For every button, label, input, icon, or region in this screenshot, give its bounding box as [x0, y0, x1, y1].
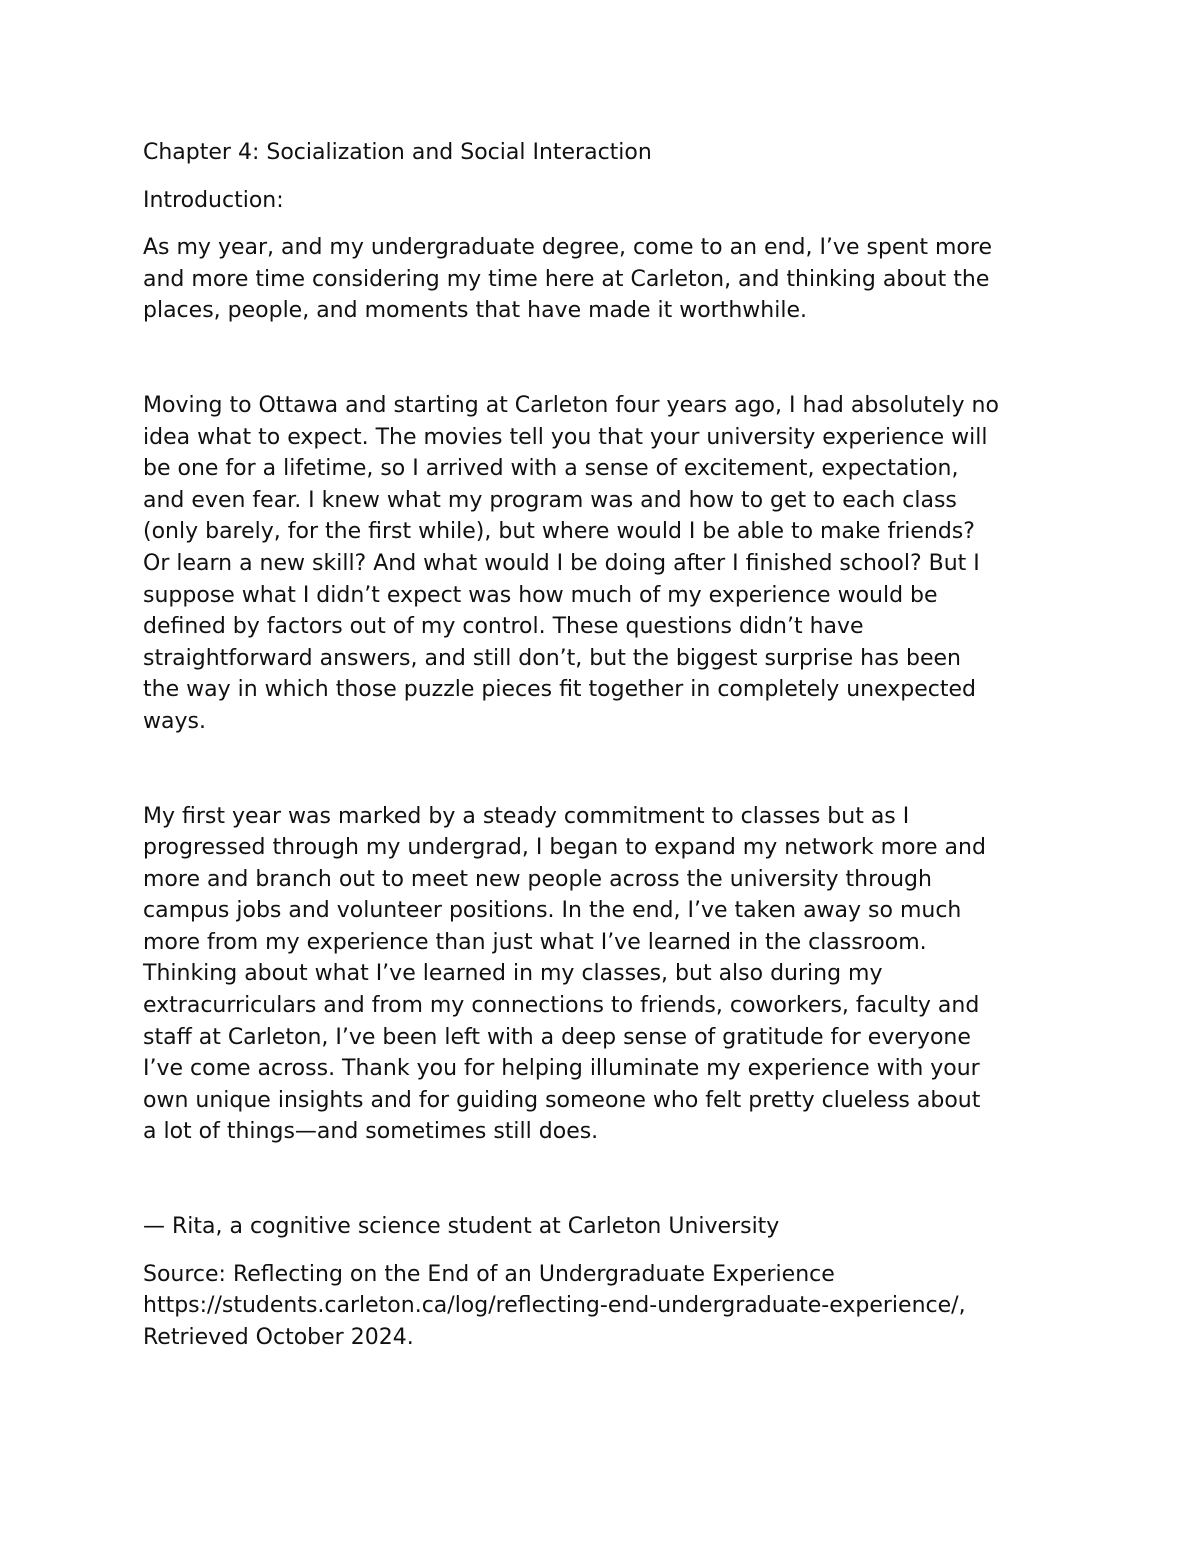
attribution: — Rita, a cognitive science student at Carleton University	[143, 1214, 780, 1240]
paragraph-1: As my year, and my undergraduate degree, come to an end, I’ve spent more and more time considering my time here at Carleton, and thinking about the places, people, and moments that have made it worthwhile.	[143, 235, 992, 324]
introduction-label: Introduction:	[143, 187, 284, 213]
source-citation: Source: Reflecting on the End of an Undergraduate Experience https://students.carleton.ca/log/reflecting-end-undergraduate-experience/, Retrieved October 2024.	[143, 1261, 966, 1350]
paragraph-3: My first year was marked by a steady commitment to classes but as I progressed through my undergrad, I began to expand my network more and more and branch out to meet new people across the university through campus jobs and volunteer positions. In the end, I’ve taken away so much more from my experience than just what I’ve learned in the classroom. Thinking about what I’ve learned in my classes, but also during my extracurriculars and from my connections to friends, coworkers, faculty and staff at Carleton, I’ve been left with a deep sense of gratitude for everyone I’ve come across. Thank you for helping illuminate my experience with your own unique insights and for guiding someone who felt pretty clueless about a lot of things—and sometimes still does.	[143, 803, 986, 1145]
chapter-title: Chapter 4: Socialization and Social Interaction	[143, 140, 652, 165]
paragraph-2: Moving to Ottawa and starting at Carleton four years ago, I had absolutely no idea what to expect. The movies tell you that your university experience will be one for a lifetime, so I arrived with a sense of excitement, expectation, and even fear. I knew what my program was and how to get to each class (only barely, for the first while), but where would I be able to make friends? Or learn a new skill? And what would I be doing after I finished school? But I suppose what I didn’t expect was how much of my experience would be defined by factors out of my control. These questions didn’t have straightforward answers, and still don’t, but the biggest surprise has been the way in which those puzzle pieces fit together in completely unexpected ways.	[143, 392, 999, 734]
